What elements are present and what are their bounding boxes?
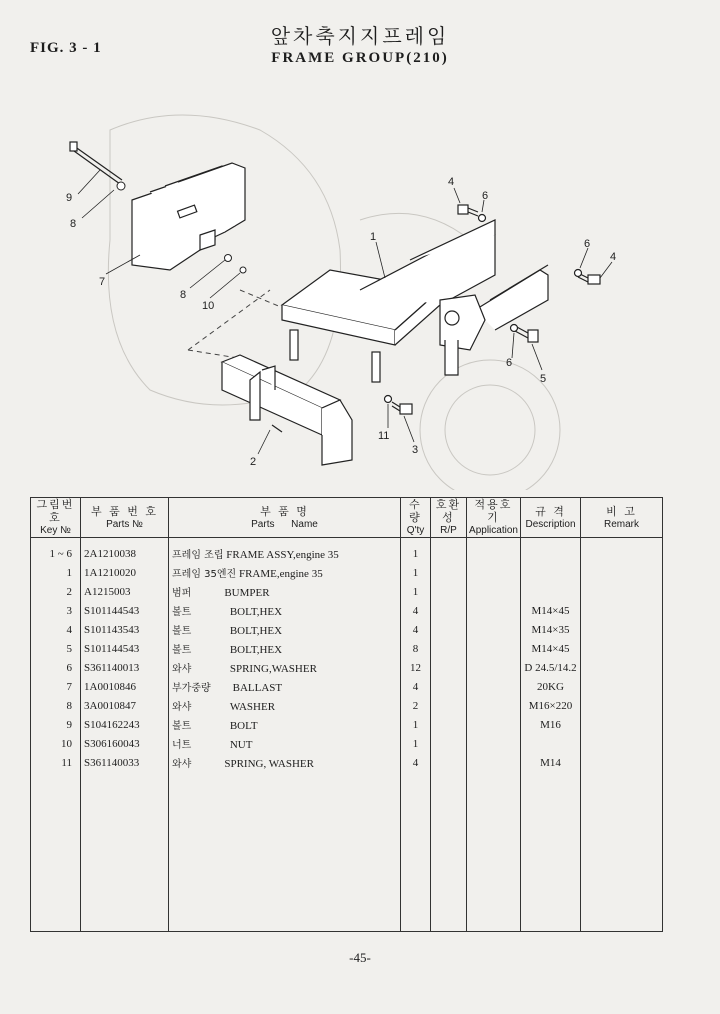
parts-table bbox=[30, 497, 663, 932]
table-row: 8 3A0010847 와샤 WASHER 2 M16×220 bbox=[31, 696, 663, 715]
washer bbox=[479, 215, 486, 222]
table-header-row bbox=[31, 498, 663, 538]
callout-6: 6 bbox=[482, 190, 489, 202]
header-description: 규 격 Description bbox=[521, 498, 581, 538]
table-row: 11 S361140033 와샤 SPRING, WASHER 4 M14 bbox=[31, 753, 663, 772]
bolt-4-top bbox=[458, 205, 478, 216]
table-row: 1 ~ 6 2A1210038 프레임 조립 FRAME ASSY,engine 35 1 bbox=[31, 538, 663, 564]
header-part-no: 부 품 번 호 Parts № bbox=[81, 498, 169, 538]
washer bbox=[575, 270, 582, 277]
washer bbox=[511, 325, 518, 332]
callout-6c: 6 bbox=[506, 357, 513, 369]
washer bbox=[117, 182, 125, 190]
exploded-parts-diagram bbox=[0, 90, 720, 490]
callout-1: 1 bbox=[370, 231, 377, 243]
bolt-3 bbox=[392, 402, 412, 414]
table-row: 1 1A1210020 프레임 35엔진 FRAME,engine 35 1 bbox=[31, 563, 663, 582]
callout-6b: 6 bbox=[584, 238, 591, 250]
nut bbox=[240, 267, 246, 273]
ballast-weights bbox=[132, 163, 245, 270]
page-title-korean: 앞차축지지프레임 bbox=[270, 24, 450, 48]
callout-7: 7 bbox=[99, 276, 106, 288]
figure-label: FIG. 3 - 1 bbox=[30, 40, 102, 56]
table-row: 7 1A0010846 부가중량 BALLAST 4 20KG bbox=[31, 677, 663, 696]
header-rp: 호환성 R/P bbox=[431, 498, 467, 538]
table-empty-space bbox=[31, 772, 663, 932]
header-qty: 수량 Q'ty bbox=[401, 498, 431, 538]
bolt-5 bbox=[515, 326, 538, 342]
callout-11: 11 bbox=[378, 430, 390, 442]
callout-4b: 4 bbox=[610, 251, 617, 263]
washer bbox=[225, 255, 232, 262]
table-row: 2 A1215003 범퍼 BUMPER 1 bbox=[31, 582, 663, 601]
table-row: 6 S361140013 와샤 SPRING,WASHER 12 D 24.5/14.2 bbox=[31, 658, 663, 677]
table-row: 10 S306160043 너트 NUT 1 bbox=[31, 734, 663, 753]
long-bolt bbox=[70, 142, 122, 184]
table-row: 4 S101143543 볼트 BOLT,HEX 4 M14×35 bbox=[31, 620, 663, 639]
callout-9: 9 bbox=[66, 192, 73, 204]
callout-3: 3 bbox=[412, 444, 419, 456]
page-title: FRAME GROUP(210) bbox=[271, 50, 449, 66]
header-application: 적용호기 Application bbox=[467, 498, 521, 538]
callout-4: 4 bbox=[448, 176, 455, 188]
callout-5: 5 bbox=[540, 373, 547, 385]
header-remark: 비 고 Remark bbox=[581, 498, 663, 538]
callout-2: 2 bbox=[250, 456, 257, 468]
bumper bbox=[222, 355, 352, 465]
washer bbox=[385, 396, 392, 403]
callout-10: 10 bbox=[202, 300, 215, 312]
header-part-name: 부 품 명 Parts Name bbox=[169, 498, 401, 538]
table-row: 9 S104162243 볼트 BOLT 1 M16 bbox=[31, 715, 663, 734]
table-row: 3 S101144543 볼트 BOLT,HEX 4 M14×45 bbox=[31, 601, 663, 620]
callout-8: 8 bbox=[70, 218, 77, 230]
table-row: 5 S101144543 볼트 BOLT,HEX 8 M14×45 bbox=[31, 639, 663, 658]
callout-8b: 8 bbox=[180, 289, 187, 301]
header-key: 그림번호 Key № bbox=[31, 498, 81, 538]
page-number: -45- bbox=[349, 950, 371, 965]
